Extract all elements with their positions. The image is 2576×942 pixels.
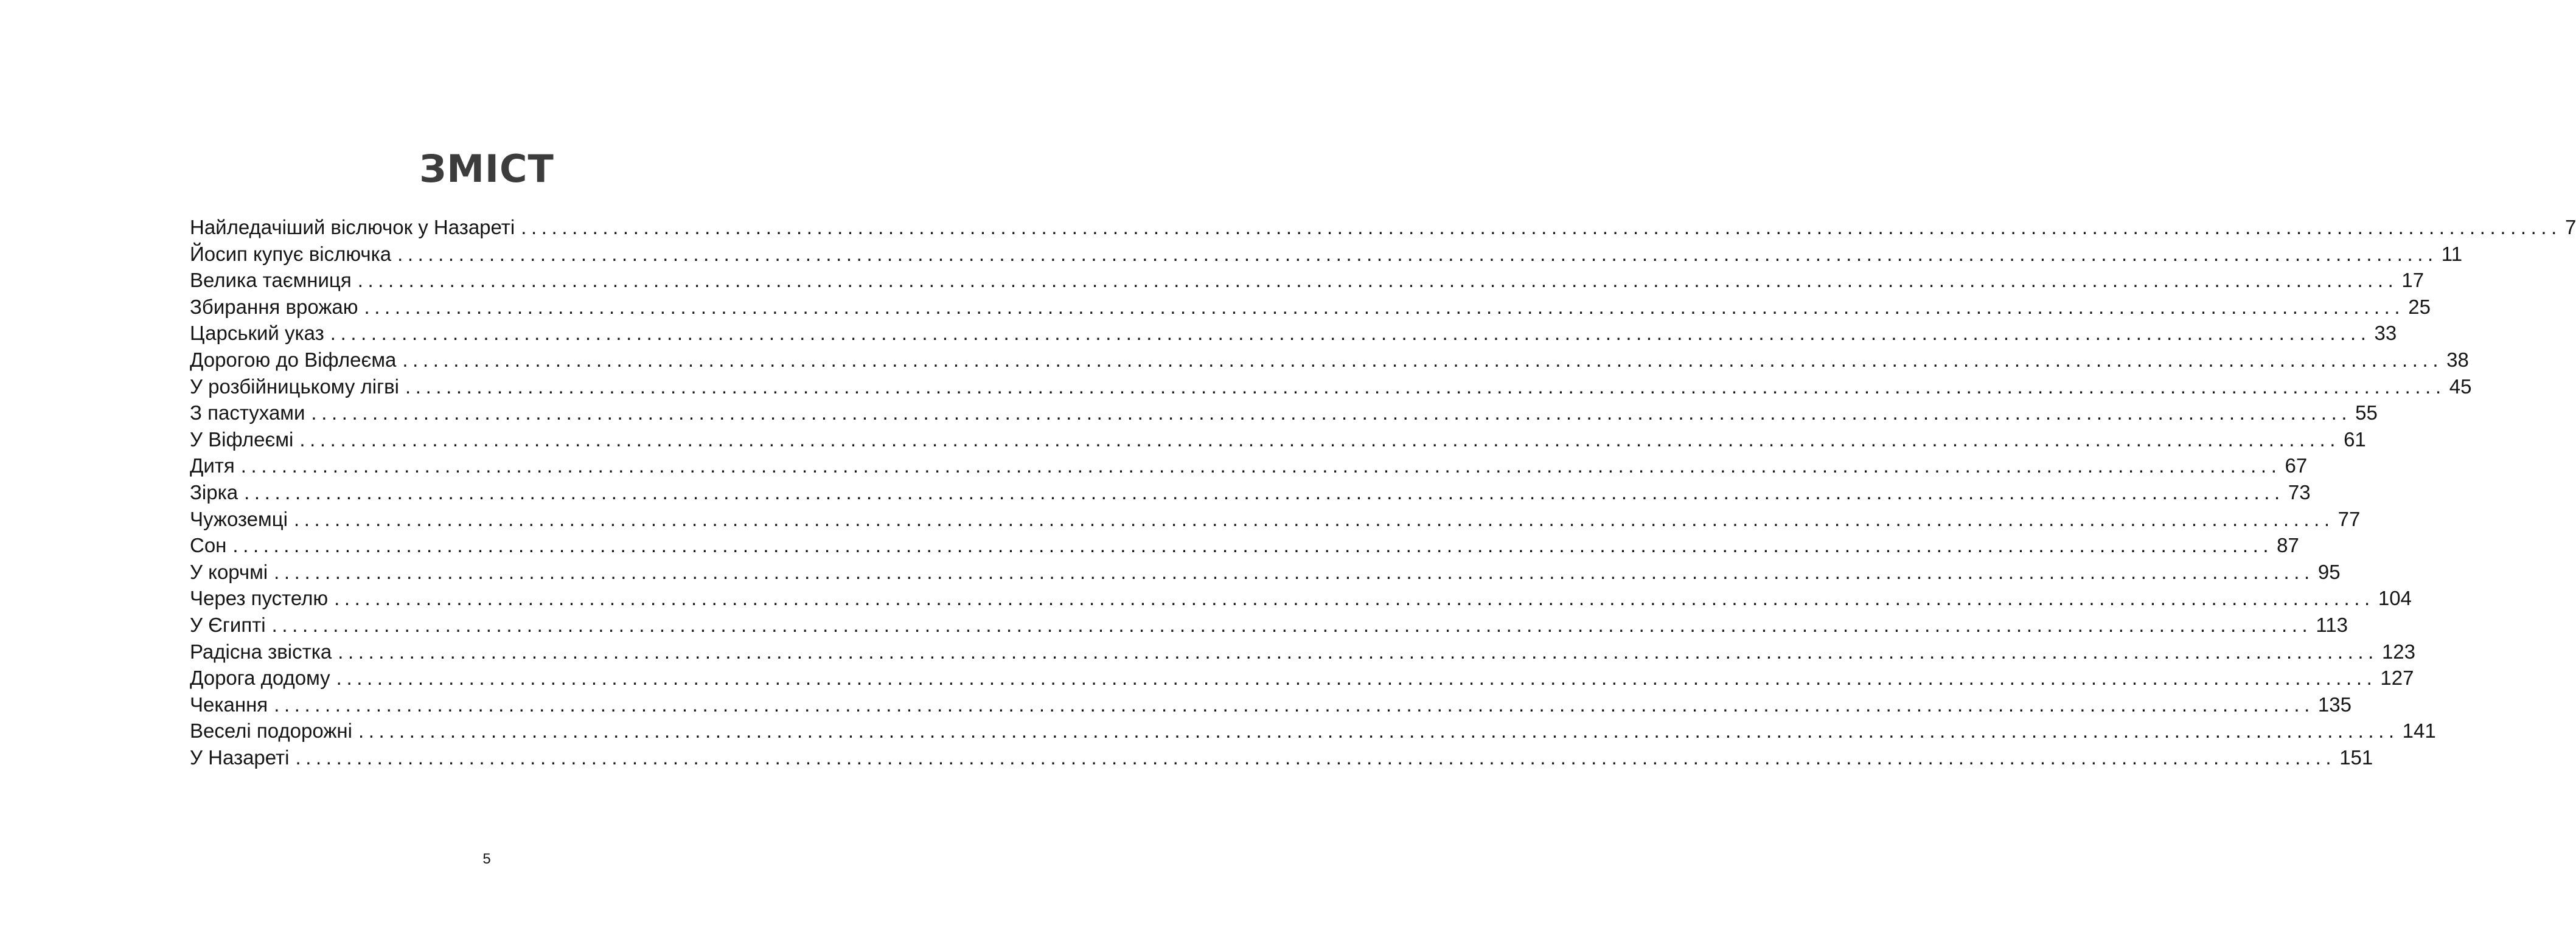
dot-leader: ........................................................................................................................................................................................................: [293, 507, 2334, 530]
toc-entry[interactable]: [190, 691, 2351, 718]
toc-entry-page: 141: [2402, 719, 2436, 743]
toc-entry-page: 17: [2401, 269, 2425, 292]
toc-entry[interactable]: [190, 373, 2472, 400]
dot-leader: ........................................................................................................................................................................................................: [405, 375, 2446, 398]
toc-entry-title: У Назареті: [190, 746, 290, 769]
toc-entry[interactable]: [190, 347, 2469, 373]
toc-entry-title: Чужоземці: [190, 507, 288, 530]
dot-leader: ........................................................................................................................................................................................................: [338, 640, 2378, 663]
toc-entry-page: 77: [2338, 507, 2361, 530]
dot-leader: ........................................................................................................................................................................................................: [357, 269, 2398, 292]
dot-leader: ........................................................................................................................................................................................................: [402, 348, 2443, 371]
toc-entry[interactable]: [190, 585, 2412, 612]
dot-leader: ........................................................................................................................................................................................................: [397, 242, 2438, 265]
toc-entry[interactable]: [190, 400, 2378, 426]
toc-entry-title: У Віфлеємі: [190, 428, 294, 451]
toc-entry[interactable]: [190, 532, 2299, 559]
dot-leader: ........................................................................................................................................................................................................: [330, 322, 2371, 345]
dot-leader: ........................................................................................................................................................................................................: [334, 587, 2375, 610]
toc-entry-title: Йосип купує віслючка: [190, 242, 392, 265]
toc-entry-page: 7: [2564, 216, 2576, 238]
toc-entry-page: 11: [2441, 242, 2463, 265]
toc-entry[interactable]: [190, 744, 2373, 771]
dot-leader: ........................................................................................................................................................................................................: [521, 216, 2561, 238]
toc-entry[interactable]: [190, 718, 2436, 744]
toc-entry[interactable]: [190, 426, 2366, 453]
toc-entry-title: Радісна звістка: [190, 640, 332, 663]
toc-entry[interactable]: [190, 241, 2463, 268]
dot-leader: ........................................................................................................................................................................................................: [274, 560, 2314, 583]
toc-entry[interactable]: [190, 320, 2397, 347]
toc-entry-title: У Єгипті: [190, 613, 266, 636]
toc-entry[interactable]: [190, 559, 2341, 586]
toc-entry-title: Дорогою до Віфлеєма: [190, 348, 397, 371]
toc-entry-page: 55: [2355, 401, 2378, 424]
toc-entry-title: Царський указ: [190, 322, 324, 345]
toc-entry-page: 95: [2317, 560, 2341, 583]
toc-entry-page: 25: [2408, 295, 2431, 318]
toc-entry[interactable]: [190, 639, 2415, 665]
toc-entry-page: 61: [2344, 428, 2366, 451]
toc-entry-page: 127: [2380, 667, 2414, 690]
toc-entry-title: Дорога додому: [190, 667, 330, 690]
toc-entry-title: Чекання: [190, 693, 268, 716]
toc-entry[interactable]: [190, 294, 2431, 320]
toc-entry-title: Веселі подорожні: [190, 719, 352, 743]
toc-entry[interactable]: [190, 452, 2308, 479]
toc-entry[interactable]: [190, 267, 2425, 294]
dot-leader: ........................................................................................................................................................................................................: [299, 428, 2341, 451]
toc-entry-title: У розбійницькому лігві: [190, 375, 400, 398]
dot-leader: ........................................................................................................................................................................................................: [336, 667, 2377, 690]
toc-entry-page: 33: [2374, 322, 2397, 345]
dot-leader: ........................................................................................................................................................................................................: [274, 693, 2314, 716]
toc-entry-title: У корчмі: [190, 560, 268, 583]
toc-entry-page: 113: [2316, 613, 2348, 636]
dot-leader: ........................................................................................................................................................................................................: [358, 719, 2399, 743]
toc-entry-page: 123: [2381, 640, 2415, 663]
toc-entry-page: 87: [2277, 534, 2299, 557]
toc-entry-page: 151: [2339, 746, 2373, 769]
dot-leader: ........................................................................................................................................................................................................: [240, 454, 2282, 477]
dot-leader: ........................................................................................................................................................................................................: [364, 295, 2405, 318]
dot-leader: ........................................................................................................................................................................................................: [271, 613, 2313, 636]
toc-entry-page: 67: [2285, 454, 2308, 477]
toc-entry[interactable]: [190, 479, 2311, 506]
page-number: 5: [482, 851, 491, 867]
toc-entry[interactable]: [190, 665, 2414, 691]
toc-entry-title: Найледачіший віслючок у Назареті: [190, 216, 515, 238]
dot-leader: ........................................................................................................................................................................................................: [311, 401, 2352, 424]
page-title: ЗМІСТ: [419, 146, 554, 191]
dot-leader: ........................................................................................................................................................................................................: [244, 480, 2285, 504]
toc-entry-title: Велика таємниця: [190, 269, 352, 292]
toc-entry-title: Сон: [190, 534, 227, 557]
toc-entry[interactable]: [190, 506, 2361, 533]
toc-entry-page: 38: [2446, 348, 2469, 371]
toc-entry-page: 45: [2449, 375, 2472, 398]
toc-entry[interactable]: [190, 214, 2576, 241]
toc-entry-title: Зірка: [190, 480, 238, 504]
toc-entry-page: 104: [2378, 587, 2412, 610]
toc-entry[interactable]: [190, 612, 2348, 639]
dot-leader: ........................................................................................................................................................................................................: [295, 746, 2336, 769]
dot-leader: ........................................................................................................................................................................................................: [232, 534, 2274, 557]
toc-entry-title: Через пустелю: [190, 587, 329, 610]
toc-entry-page: 135: [2317, 693, 2351, 716]
table-of-contents: [190, 214, 2576, 771]
toc-entry-title: Збирання врожаю: [190, 295, 358, 318]
toc-entry-title: Дитя: [190, 454, 235, 477]
toc-entry-title: З пастухами: [190, 401, 305, 424]
toc-entry-page: 73: [2288, 480, 2311, 504]
